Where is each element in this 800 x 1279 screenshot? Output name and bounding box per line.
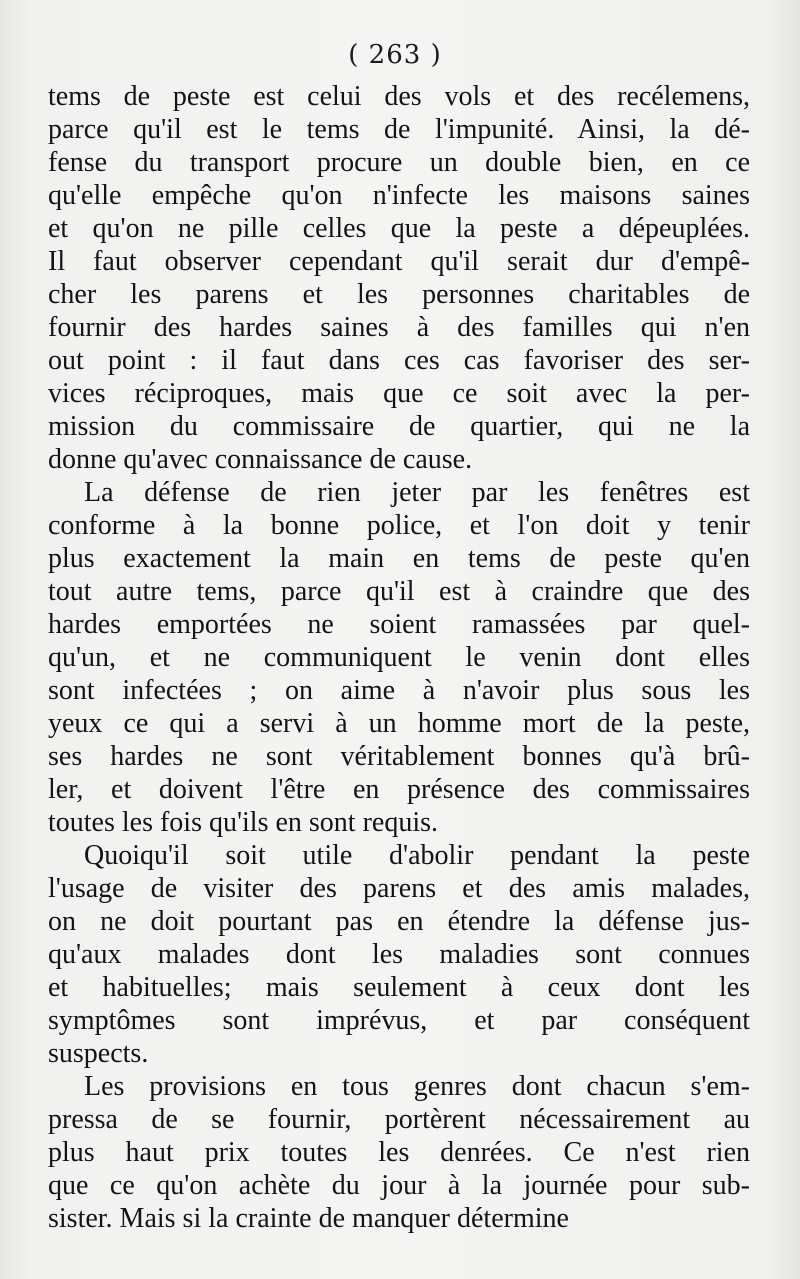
text-line: plus exactement la main en tems de peste qu'en	[48, 543, 750, 574]
text-line: mission du commissaire de quartier, qui ne la	[48, 411, 750, 442]
text-line: vices réciproques, mais que ce soit avec la per-	[48, 378, 750, 409]
text-line: qu'un, et ne communiquent le venin dont elles	[48, 642, 750, 673]
paragraph	[48, 1070, 750, 1235]
text-line: conforme à la bonne police, et l'on doit y tenir	[48, 510, 750, 541]
text-line: fournir des hardes saines à des familles qui n'en	[48, 312, 750, 343]
text-line: yeux ce qui a servi à un homme mort de la peste,	[48, 708, 750, 739]
text-line: que ce qu'on achète du jour à la journée pour sub-	[48, 1170, 750, 1201]
text-line: pressa de se fournir, portèrent nécessairement au	[48, 1104, 750, 1135]
text-line: tems de peste est celui des vols et des recélemens,	[48, 81, 750, 112]
text-line: on ne doit pourtant pas en étendre la défense jus-	[48, 906, 750, 937]
text-line: hardes emportées ne soient ramassées par quel-	[48, 609, 750, 640]
body-text	[48, 80, 750, 1235]
text-line: ler, et doivent l'être en présence des commissaires	[48, 774, 750, 805]
text-line: suspects.	[48, 1038, 149, 1069]
text-line: cher les parens et les personnes charitables de	[48, 279, 750, 310]
text-line: et qu'on ne pille celles que la peste a dépeuplées.	[48, 213, 750, 244]
text-line: l'usage de visiter des parens et des amis malades,	[48, 873, 750, 904]
text-line: ses hardes ne sont véritablement bonnes qu'à brû-	[48, 741, 750, 772]
text-line: parce qu'il est le tems de l'impunité. Ainsi, la dé-	[48, 114, 750, 145]
text-line: sont infectées ; on aime à n'avoir plus sous les	[48, 675, 750, 706]
page-number: ( 263 )	[348, 40, 442, 70]
text-line: donne qu'avec connaissance de cause.	[48, 444, 473, 475]
text-line: sister. Mais si la crainte de manquer détermine	[48, 1203, 569, 1234]
text-line: qu'elle empêche qu'on n'infecte les maisons saines	[48, 180, 750, 211]
text-line: Quoiqu'il soit utile d'abolir pendant la peste	[84, 840, 750, 871]
text-line: plus haut prix toutes les denrées. Ce n'est rien	[48, 1137, 750, 1168]
text-line: et habituelles; mais seulement à ceux dont les	[48, 972, 750, 1003]
paragraph	[48, 476, 750, 839]
text-line: tout autre tems, parce qu'il est à craindre que des	[48, 576, 750, 607]
text-line: toutes les fois qu'ils en sont requis.	[48, 807, 439, 838]
text-line: La défense de rien jeter par les fenêtres est	[84, 477, 750, 508]
text-line: symptômes sont imprévus, et par conséquent	[48, 1005, 750, 1036]
text-line: fense du transport procure un double bien, en ce	[48, 147, 750, 178]
text-line: Il faut observer cependant qu'il serait dur d'empê-	[48, 246, 750, 277]
paragraph	[48, 80, 750, 476]
text-line: out point : il faut dans ces cas favoriser des ser-	[48, 345, 750, 376]
text-line: Les provisions en tous genres dont chacun s'em-	[84, 1071, 750, 1102]
paragraph	[48, 839, 750, 1070]
text-line: qu'aux malades dont les maladies sont connues	[48, 939, 750, 970]
